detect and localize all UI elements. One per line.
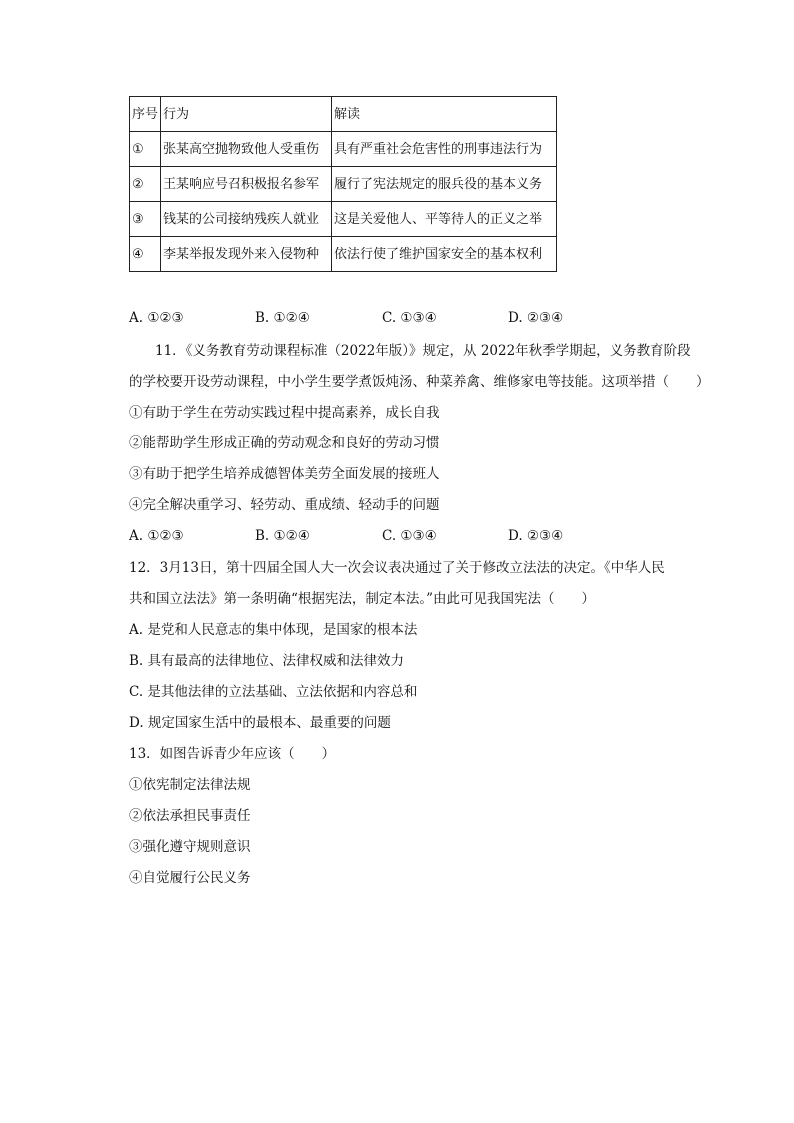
q13-stem: 13．如图告诉青少年应该（ ） <box>129 746 336 762</box>
table-row <box>130 237 557 272</box>
q11-item: ②能帮助学生形成正确的劳动观念和良好的劳动习惯 <box>129 435 440 451</box>
table-row <box>130 132 557 167</box>
table-cell: 张某高空抛物致他人受重伤 <box>161 132 332 167</box>
table-cell: 钱某的公司接纳残疾人就业 <box>161 202 332 237</box>
q11-item: ①有助于学生在劳动实践过程中提高素养，成长自我 <box>129 405 440 421</box>
q13-item: ④自觉履行公民义务 <box>129 870 251 886</box>
q11-item: ③有助于把学生培养成德智体美劳全面发展的接班人 <box>129 466 440 482</box>
table-cell: 这是关爱他人、平等待人的正义之举 <box>332 202 557 237</box>
table-cell: ③ <box>130 202 161 237</box>
option-c[interactable]: C. ①③④ <box>382 310 437 326</box>
q13-item: ①依宪制定法律法规 <box>129 777 251 793</box>
option-d[interactable]: D. ②③④ <box>508 310 564 326</box>
table-cell: 依法行使了维护国家安全的基本权利 <box>332 237 557 272</box>
q12-stem-line2: 共和国立法法》第一条明确“根据宪法，制定本法。”由此可见我国宪法（ ） <box>129 591 596 607</box>
table-header-cell: 序号 <box>130 97 161 132</box>
table-row <box>130 167 557 202</box>
option-d[interactable]: D. ②③④ <box>508 528 564 544</box>
table-cell: ② <box>130 167 161 202</box>
table-cell: ④ <box>130 237 161 272</box>
q13-item: ②依法承担民事责任 <box>129 808 251 824</box>
q11-stem-line2: 的学校要开设劳动课程，中小学生要学煮饭炖汤、种菜养禽、维修家电等技能。这项举措（ ） <box>129 374 710 390</box>
q11-stem-line1: 11．《义务教育劳动课程标准（2022年版）》规定，从 2022年秋季学期起，义务教育阶段 <box>155 343 691 359</box>
q11-item: ④完全解决重学习、轻劳动、重成绩、轻动手的问题 <box>129 497 440 513</box>
option-c[interactable]: C. ①③④ <box>382 528 437 544</box>
table-header-row <box>130 97 557 132</box>
option-a[interactable]: A. ①②③ <box>129 310 184 326</box>
question-table <box>129 96 557 272</box>
table-cell: 李某举报发现外来入侵物种 <box>161 237 332 272</box>
option-a[interactable]: A. ①②③ <box>129 528 184 544</box>
option-a[interactable]: A. 是党和人民意志的集中体现，是国家的根本法 <box>129 622 418 638</box>
option-d[interactable]: D. 规定国家生活中的最根本、最重要的问题 <box>129 715 391 731</box>
table-cell: ① <box>130 132 161 167</box>
table-header-cell: 行为 <box>161 97 332 132</box>
option-b[interactable]: B. ①②④ <box>255 310 310 326</box>
option-c[interactable]: C. 是其他法律的立法基础、立法依据和内容总和 <box>129 684 418 700</box>
table-cell: 履行了宪法规定的服兵役的基本义务 <box>332 167 557 202</box>
option-b[interactable]: B. 具有最高的法律地位、法律权威和法律效力 <box>129 653 405 669</box>
option-b[interactable]: B. ①②④ <box>255 528 310 544</box>
table-row <box>130 202 557 237</box>
table-header-cell: 解读 <box>332 97 557 132</box>
q12-stem-line1: 12．3月13日，第十四届全国人大一次会议表决通过了关于修改立法法的决定。《中华人民 <box>129 560 665 576</box>
table-cell: 具有严重社会危害性的刑事违法行为 <box>332 132 557 167</box>
q13-item: ③强化遵守规则意识 <box>129 839 251 855</box>
table-cell: 王某响应号召积极报名参军 <box>161 167 332 202</box>
